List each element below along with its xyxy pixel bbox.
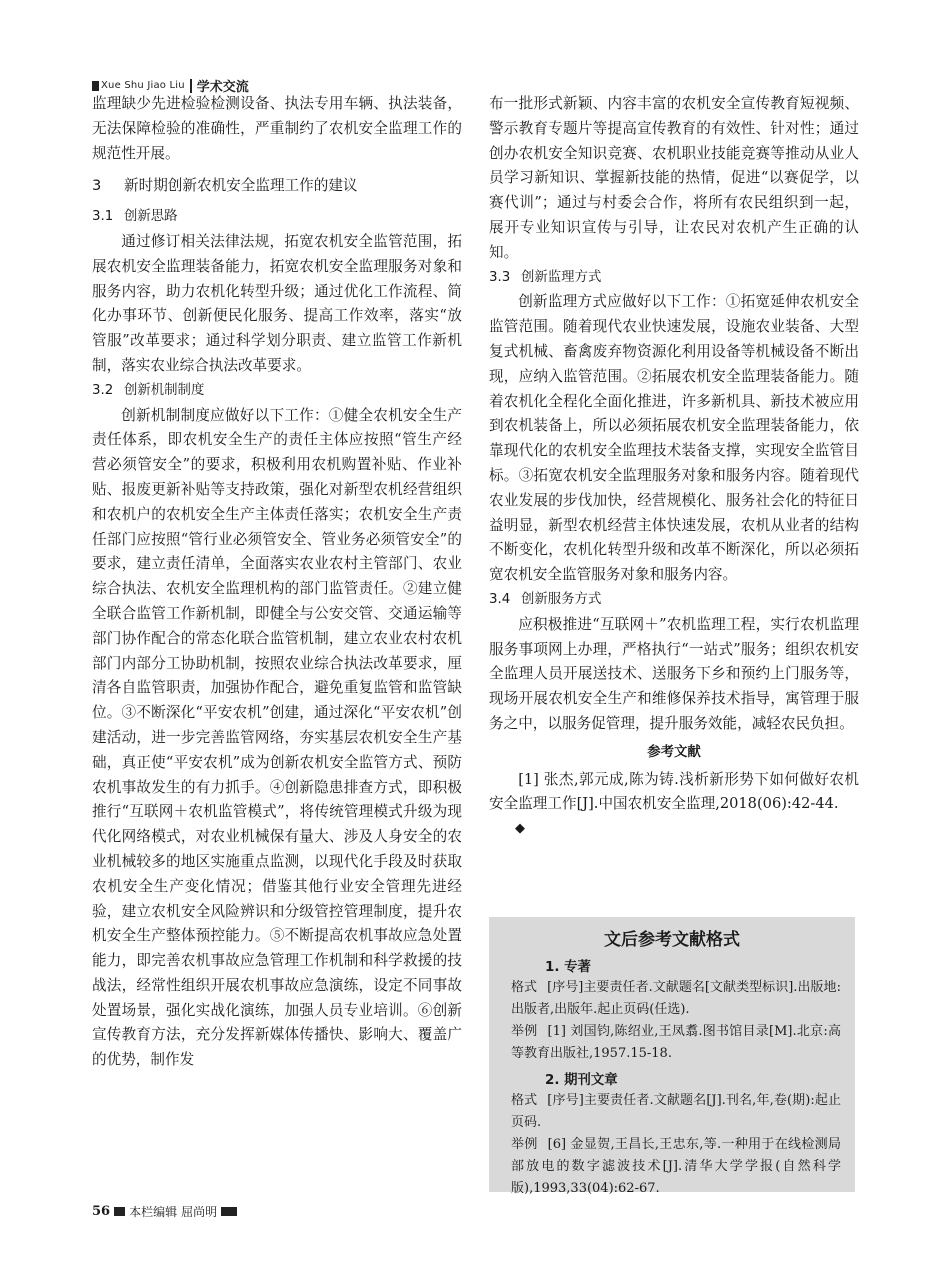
section-number: 3.1 — [92, 209, 114, 225]
right-column — [489, 92, 859, 842]
box-section-monograph: 1. 专著 — [545, 960, 591, 975]
box-example-line — [489, 1134, 855, 1200]
editor-label: 本栏编辑 — [129, 1205, 178, 1219]
reference-format-box — [489, 917, 855, 1196]
format-label: 格式 — [511, 980, 538, 995]
section-3-4-paragraph: 应积极推进“互联网＋”农机监理工程，实行农机监理服务事项网上办理，严格执行“一站式”服务；组织农机安全监理人员开展送技术、送服务下乡和预约上门服务等，现场开展农机安全生产和维修保养技术指导，寓管理于服务之中，以服务促管理，提升服务效能，减轻农民负担。 — [489, 615, 859, 732]
example-label: 举例 — [511, 1137, 538, 1152]
footer-square-icon — [114, 1207, 125, 1216]
section-title: 创新监理方式 — [521, 269, 602, 285]
format-text: [序号]主要责任者.文献题名[J].刊名,年,卷(期):起止页码. — [511, 1093, 841, 1130]
section-3-3-heading — [489, 266, 859, 291]
example-text: [1] 刘国钧,陈绍业,王凤翥.图书馆目录[M].北京:高等教育出版社,1957.15-18. — [511, 1024, 841, 1061]
example-label: 举例 — [511, 1024, 538, 1039]
format-label: 格式 — [511, 1093, 538, 1108]
section-3-1-paragraph: 通过修订相关法律法规，拓宽农机安全监管范围，拓展农机安全监理装备能力，拓宽农机安全监理服务对象和服务内容，助力农机化转型升级；通过优化工作流程、简化办事环节、创新便民化服务、提高工作效率，落实“放管服”改革要求；通过科学划分职责、建立监管工作新机制，落实农业综合执法改革要求。 — [92, 232, 462, 374]
section-number: 3 — [92, 177, 102, 195]
header-square-icon — [92, 81, 99, 91]
references-title: 参考文献 — [647, 744, 701, 760]
section-title: 创新思路 — [124, 209, 178, 225]
example-text: [6] 金显贺,王昌长,王忠东,等.一种用于在线检测局部放电的数字滤波技术[J].清华大学学报(自然科学版),1993,33(04):62-67. — [511, 1137, 841, 1196]
page-number: 56 — [92, 1204, 111, 1219]
section-3-1-heading — [92, 205, 462, 230]
section-3-2-paragraph: 创新机制制度应做好以下工作：①健全农机安全生产责任体系，即农机安全生产的责任主体应按照“管生产经营必须管安全”的要求，积极利用农机购置补贴、作业补贴、报废更新补贴等支持政策，强化对新型农机经营组织和农机户的农机安全生产主体责任落实；农机安全生产责任部门应按照“管行业必须管安全、管业务必须管安全”的要求，建立责任清单，全面落实农业农村主管部门、农业综合执法、农机安全监理机构的部门监管责任。②建立健全联合监管工作新机制，即健全与公安交管、交通运输等部门协作配合的常态化联合监管机制，建立农业农村农机部门内部分工协助机制，按照农业综合执法改革要求，厘清各自监管职责，加强协作配合，避免重复监管和监管缺位。③不断深化“平安农机”创建，通过深化“平安农机”创建活动，进一步完善监管网络，夯实基层农机安全生产基础，真正使“平安农机”成为创新农机安全监管方式、预防农机事故发生的有力抓手。④创新隐患排查方式，即积极推行“互联网＋农机监管模式”，将传统管理模式升级为现代化网络模式，对农业机械保有量大、涉及人身安全的农业机械较多的地区实施重点监测，以现代化手段及时获取农机安全生产变化情况；借鉴其他行业安全管理先进经验，建立农机安全风险辨识和分级管控管理制度，提升农机安全生产整体预控能力。⑤不断提高农机事故应急处置能力，即完善农机事故应急管理工作机制和科学救援的技战法，经常性组织开展农机事故应急演练，设定不同事故处置场景，强化实战化演练，加强人员专业培训。⑥创新宣传教育方法，充分发挥新媒体传播快、影响大、覆盖广的优势，制作发 — [92, 406, 462, 1069]
section-3-2-heading — [92, 379, 462, 404]
box-title: 文后参考文献格式 — [604, 930, 740, 950]
section-number: 3.2 — [92, 382, 114, 398]
format-text: [序号]主要责任者.文献题名[文献类型标识].出版地:出版者,出版年.起止页码(任选). — [511, 980, 841, 1017]
header-divider — [190, 79, 192, 93]
intro-paragraph: 监理缺少先进检验检测设备、执法专用车辆、执法装备，无法保障检验的准确性，严重制约了农机安全监理工作的规范性开展。 — [92, 95, 462, 162]
end-diamond-icon: ◆ — [515, 821, 525, 837]
page-footer — [92, 1203, 237, 1220]
section-3-heading — [92, 174, 462, 199]
section-3-4-heading — [489, 588, 859, 613]
section-3-3-paragraph: 创新监理方式应做好以下工作：①拓宽延伸农机安全监管范围。随着现代农业快速发展，设施农业装备、大型复式机械、畜禽废弃物资源化利用设备等机械设备不断出现，应纳入监管范围。②拓展农机安全监理装备能力。随着农机化全程化全面化推进，许多新机具、新技术被应用到农机装备上，所以必须拓展农机安全监理装备能力，依靠现代化的农机安全监理技术装备支撑，实现安全监管目标。③拓宽农机安全监理服务对象和服务内容。随着现代农业发展的步伐加快，经营规模化、服务社会化的特征日益明显，新型农机经营主体快速发展，农机从业者的结构不断变化，农机化转型升级和改革不断深化，所以必须拓宽农机安全监管服务对象和服务内容。 — [489, 293, 859, 584]
continued-paragraph: 布一批形式新颖、内容丰富的农机安全宣传教育短视频、警示教育专题片等提高宣传教育的有效性、针对性；通过创办农机安全知识竞赛、农机职业技能竞赛等推动从业人员学习新知识、掌握新技能的热情，促进“以赛促学，以赛代训”；通过与村委会合作，将所有农民组织到一起，展开专业知识宣传与引导，让农民对农机产生正确的认知。 — [489, 95, 859, 261]
section-title: 新时期创新农机安全监理工作的建议 — [124, 177, 358, 195]
footer-bar-icon — [221, 1207, 237, 1216]
box-example-line — [489, 1021, 855, 1065]
section-number: 3.3 — [489, 269, 511, 285]
reference-item: [1] 张杰,郭元成,陈为铸.浅析新形势下如何做好农机安全监理工作[J].中国农机安全监理,2018(06):42-44. — [489, 770, 859, 813]
header-pinyin: Xue Shu Jiao Liu — [101, 80, 185, 91]
box-section-journal: 2. 期刊文章 — [545, 1073, 618, 1088]
left-column — [92, 92, 462, 1073]
section-number: 3.4 — [489, 591, 511, 607]
section-title: 创新机制制度 — [124, 382, 205, 398]
section-title: 创新服务方式 — [521, 591, 602, 607]
box-format-line — [489, 1090, 855, 1134]
editor-name: 屈尚明 — [181, 1205, 218, 1219]
header-section-name: 学术交流 — [196, 80, 249, 95]
box-format-line — [489, 977, 855, 1021]
